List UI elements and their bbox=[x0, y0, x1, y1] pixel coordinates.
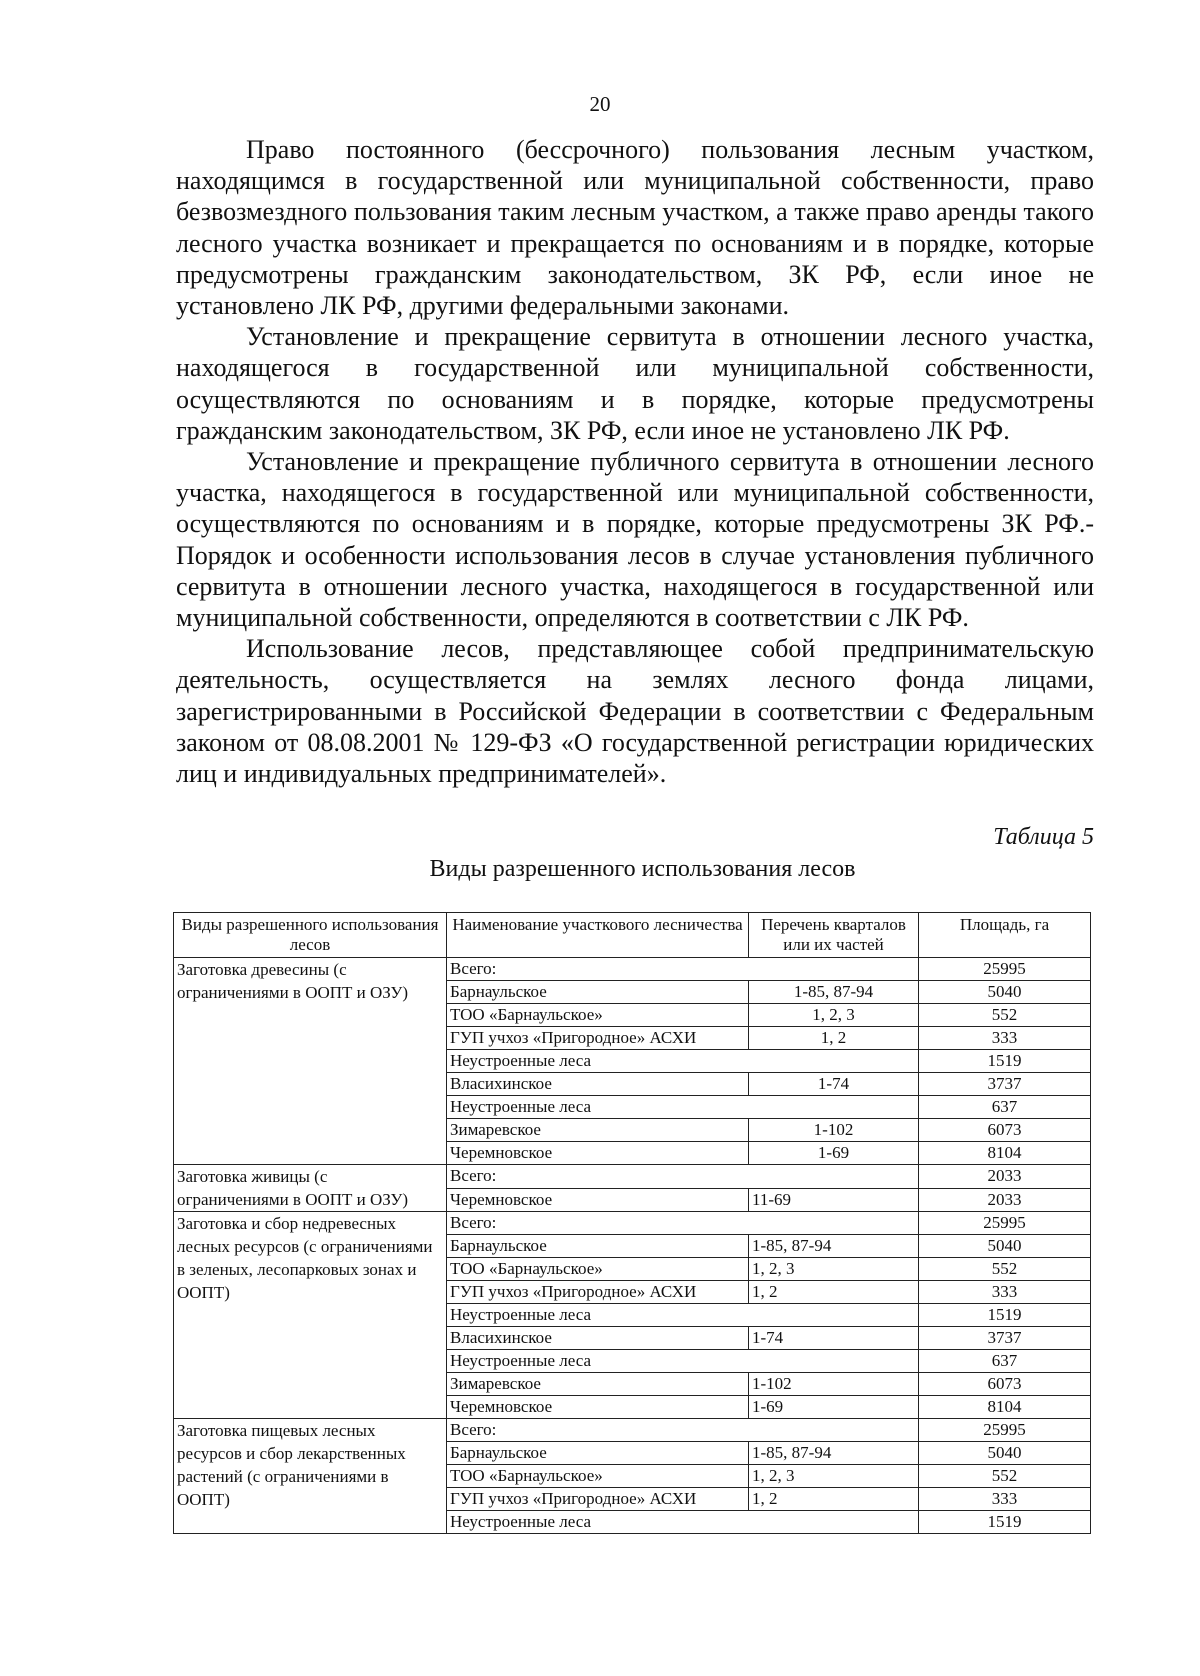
forestry-name-cell: ГУП учхоз «Пригородное» АСХИ bbox=[447, 1281, 749, 1304]
area-cell: 5040 bbox=[919, 981, 1091, 1004]
table-title: Виды разрешенного использования лесов bbox=[429, 856, 856, 882]
table-label: Таблица 5 bbox=[993, 824, 1094, 850]
area-cell: 2033 bbox=[919, 1188, 1091, 1212]
table-body bbox=[174, 958, 1091, 1534]
table-header-row bbox=[174, 913, 1091, 958]
quarters-cell: 1, 2, 3 bbox=[749, 1004, 919, 1027]
area-cell: 6073 bbox=[919, 1373, 1091, 1396]
paragraph: Установление и прекращение сервитута в отношении лесного участка, находящегося в государственной или муниципальной собственности, осуществляются по основаниям и в порядке, которые предусмотрены гражданским законодательством, ЗК РФ, если иное не установлено ЛК РФ. bbox=[176, 322, 1094, 445]
area-cell: 25995 bbox=[919, 958, 1091, 981]
use-type-cell: Заготовка древесины (с ограничениями в ООПТ и ОЗУ) bbox=[174, 958, 447, 1165]
forestry-name-cell: Власихинское bbox=[447, 1073, 749, 1096]
use-type-cell: Заготовка пищевых лесных ресурсов и сбор лекарственных растений (с ограничениями в ООПТ) bbox=[174, 1419, 447, 1534]
forestry-name-cell: Неустроенные леса bbox=[447, 1304, 919, 1327]
area-cell: 552 bbox=[919, 1258, 1091, 1281]
forestry-name-cell: ТОО «Барнаульское» bbox=[447, 1004, 749, 1027]
forestry-name-cell: Черемновское bbox=[447, 1142, 749, 1165]
forestry-name-cell: Черемновское bbox=[447, 1396, 749, 1419]
column-header: Перечень кварталов или их частей bbox=[749, 913, 919, 958]
area-cell: 552 bbox=[919, 1465, 1091, 1488]
area-cell: 5040 bbox=[919, 1442, 1091, 1465]
forestry-name-cell: Барнаульское bbox=[447, 1235, 749, 1258]
table-row bbox=[174, 1212, 1091, 1235]
forestry-name-cell: Зимаревское bbox=[447, 1119, 749, 1142]
forestry-name-cell: Всего: bbox=[447, 958, 919, 981]
forestry-name-cell: Неустроенные леса bbox=[447, 1511, 919, 1534]
quarters-cell: 1, 2, 3 bbox=[749, 1258, 919, 1281]
area-cell: 552 bbox=[919, 1004, 1091, 1027]
page-number: 20 bbox=[589, 92, 611, 116]
quarters-cell: 1-85, 87-94 bbox=[749, 1235, 919, 1258]
area-cell: 333 bbox=[919, 1488, 1091, 1511]
area-cell: 5040 bbox=[919, 1235, 1091, 1258]
area-cell: 1519 bbox=[919, 1050, 1091, 1073]
quarters-cell: 1, 2 bbox=[749, 1488, 919, 1511]
quarters-cell: 1-74 bbox=[749, 1073, 919, 1096]
quarters-cell: 1-85, 87-94 bbox=[749, 1442, 919, 1465]
quarters-cell: 1, 2 bbox=[749, 1281, 919, 1304]
column-header: Виды разрешенного использования лесов bbox=[174, 913, 447, 958]
quarters-cell: 1, 2 bbox=[749, 1027, 919, 1050]
forestry-name-cell: Зимаревское bbox=[447, 1373, 749, 1396]
forest-use-table bbox=[173, 912, 1091, 1534]
paragraph: Право постоянного (бессрочного) пользования лесным участком, находящимся в государственной или муниципальной собственности, право безвозмездного пользования таким лесным участком, а также право аренды такого лесного участка возникает и прекращается по основаниям и в порядке, которые предусмотрены гражданским законодательством, ЗК РФ, если иное не установлено ЛК РФ, другими федеральными законами. bbox=[176, 135, 1094, 321]
area-cell: 25995 bbox=[919, 1419, 1091, 1442]
area-cell: 8104 bbox=[919, 1396, 1091, 1419]
table-row bbox=[174, 1165, 1091, 1189]
use-type-cell: Заготовка и сбор недревесных лесных ресурсов (с ограничениями в зеленых, лесопарковых зонах и ООПТ) bbox=[174, 1212, 447, 1419]
forestry-name-cell: Всего: bbox=[447, 1419, 919, 1442]
paragraph: Использование лесов, представляющее собой предпринимательскую деятельность, осуществляется на землях лесного фонда лицами, зарегистрированными в Российской Федерации в соответствии с Федеральным законом от 08.08.2001 № 129-ФЗ «О государственной регистрации юридических лиц и индивидуальных предпринимателей». bbox=[176, 634, 1094, 789]
area-cell: 8104 bbox=[919, 1142, 1091, 1165]
area-cell: 2033 bbox=[919, 1165, 1091, 1189]
use-type-cell: Заготовка живицы (с ограничениями в ООПТ и ОЗУ) bbox=[174, 1165, 447, 1212]
forestry-name-cell: Неустроенные леса bbox=[447, 1050, 919, 1073]
forestry-name-cell: Неустроенные леса bbox=[447, 1350, 919, 1373]
area-cell: 1519 bbox=[919, 1511, 1091, 1534]
quarters-cell: 1-85, 87-94 bbox=[749, 981, 919, 1004]
forestry-name-cell: Барнаульское bbox=[447, 981, 749, 1004]
quarters-cell: 1-74 bbox=[749, 1327, 919, 1350]
column-header: Наименование участкового лесничества bbox=[447, 913, 749, 958]
area-cell: 333 bbox=[919, 1027, 1091, 1050]
forestry-name-cell: Всего: bbox=[447, 1165, 919, 1189]
forestry-name-cell: ТОО «Барнаульское» bbox=[447, 1465, 749, 1488]
area-cell: 1519 bbox=[919, 1304, 1091, 1327]
forestry-name-cell: Неустроенные леса bbox=[447, 1096, 919, 1119]
forestry-name-cell: ГУП учхоз «Пригородное» АСХИ bbox=[447, 1027, 749, 1050]
area-cell: 637 bbox=[919, 1350, 1091, 1373]
quarters-cell: 11-69 bbox=[749, 1188, 919, 1212]
forestry-name-cell: ГУП учхоз «Пригородное» АСХИ bbox=[447, 1488, 749, 1511]
area-cell: 3737 bbox=[919, 1073, 1091, 1096]
forestry-name-cell: Всего: bbox=[447, 1212, 919, 1235]
quarters-cell: 1-69 bbox=[749, 1396, 919, 1419]
body-text bbox=[176, 134, 1094, 789]
area-cell: 3737 bbox=[919, 1327, 1091, 1350]
area-cell: 333 bbox=[919, 1281, 1091, 1304]
area-cell: 637 bbox=[919, 1096, 1091, 1119]
quarters-cell: 1-102 bbox=[749, 1119, 919, 1142]
quarters-cell: 1-69 bbox=[749, 1142, 919, 1165]
column-header: Площадь, га bbox=[919, 913, 1091, 958]
forestry-name-cell: ТОО «Барнаульское» bbox=[447, 1258, 749, 1281]
forestry-name-cell: Власихинское bbox=[447, 1327, 749, 1350]
area-cell: 25995 bbox=[919, 1212, 1091, 1235]
forestry-name-cell: Барнаульское bbox=[447, 1442, 749, 1465]
area-cell: 6073 bbox=[919, 1119, 1091, 1142]
table-row bbox=[174, 1419, 1091, 1442]
quarters-cell: 1-102 bbox=[749, 1373, 919, 1396]
paragraph: Установление и прекращение публичного сервитута в отношении лесного участка, находящегося в государственной или муниципальной собственности, осуществляются по основаниям и в порядке, которые предусмотрены ЗК РФ.-Порядок и особенности использования лесов в случае установления публичного сервитута в отношении лесного участка, находящегося в государственной или муниципальной собственности, определяются в соответствии с ЛК РФ. bbox=[176, 447, 1094, 633]
quarters-cell: 1, 2, 3 bbox=[749, 1465, 919, 1488]
table-row bbox=[174, 958, 1091, 981]
forestry-name-cell: Черемновское bbox=[447, 1188, 749, 1212]
